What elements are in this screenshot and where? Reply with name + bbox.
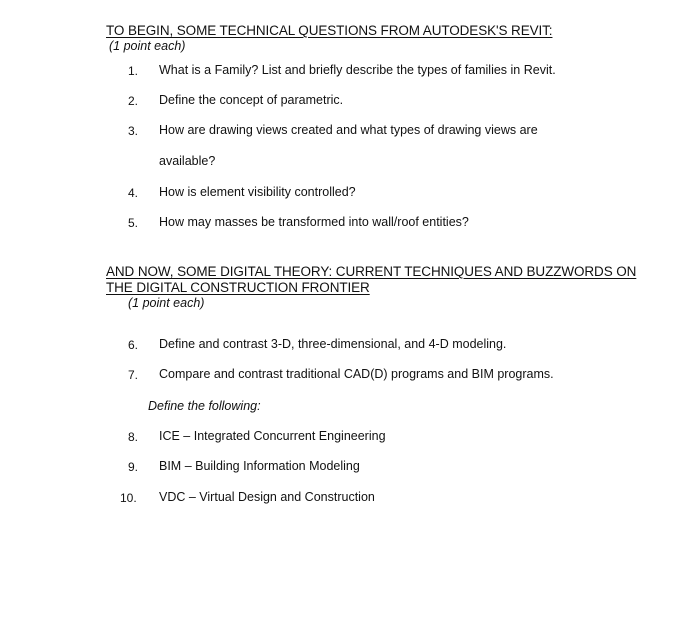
- section2-points-note: (1 point each): [128, 296, 205, 310]
- question-number-3: 3.: [127, 124, 138, 138]
- section2-heading-line1: AND NOW, SOME DIGITAL THEORY: CURRENT TECHNIQUES AND BUZZWORDS ON: [106, 264, 637, 279]
- question-2: Define the concept of parametric.: [159, 93, 344, 107]
- question-number-1: 1.: [127, 64, 138, 78]
- question-6: Define and contrast 3-D, three-dimensional, and 4-D modeling.: [159, 337, 507, 351]
- question-10: VDC – Virtual Design and Construction: [159, 490, 375, 504]
- question-number-4: 4.: [127, 186, 138, 200]
- question-4: How is element visibility controlled?: [159, 185, 356, 199]
- question-number-8: 8.: [127, 430, 138, 444]
- section2-heading-line2: THE DIGITAL CONSTRUCTION FRONTIER: [106, 280, 370, 295]
- question-number-9: 9.: [127, 460, 138, 474]
- question-number-10: 10.: [120, 491, 137, 505]
- question-number-5: 5.: [127, 216, 138, 230]
- question-number-6: 6.: [127, 338, 138, 352]
- define-label: Define the following:: [148, 399, 261, 413]
- section1-points-note: (1 point each): [109, 39, 186, 53]
- question-3: How are drawing views created and what types of drawing views are: [159, 123, 538, 137]
- question-8: ICE – Integrated Concurrent Engineering: [159, 429, 386, 443]
- question-1: What is a Family? List and briefly describe the types of families in Revit.: [159, 63, 556, 77]
- question-5: How may masses be transformed into wall/roof entities?: [159, 215, 469, 229]
- question-number-7: 7.: [127, 368, 138, 382]
- question-9: BIM – Building Information Modeling: [159, 459, 360, 473]
- question-3-continuation: available?: [159, 154, 216, 168]
- question-7: Compare and contrast traditional CAD(D) programs and BIM programs.: [159, 367, 554, 381]
- section1-heading: TO BEGIN, SOME TECHNICAL QUESTIONS FROM AUTODESK'S REVIT:: [106, 23, 553, 38]
- question-number-2: 2.: [127, 94, 138, 108]
